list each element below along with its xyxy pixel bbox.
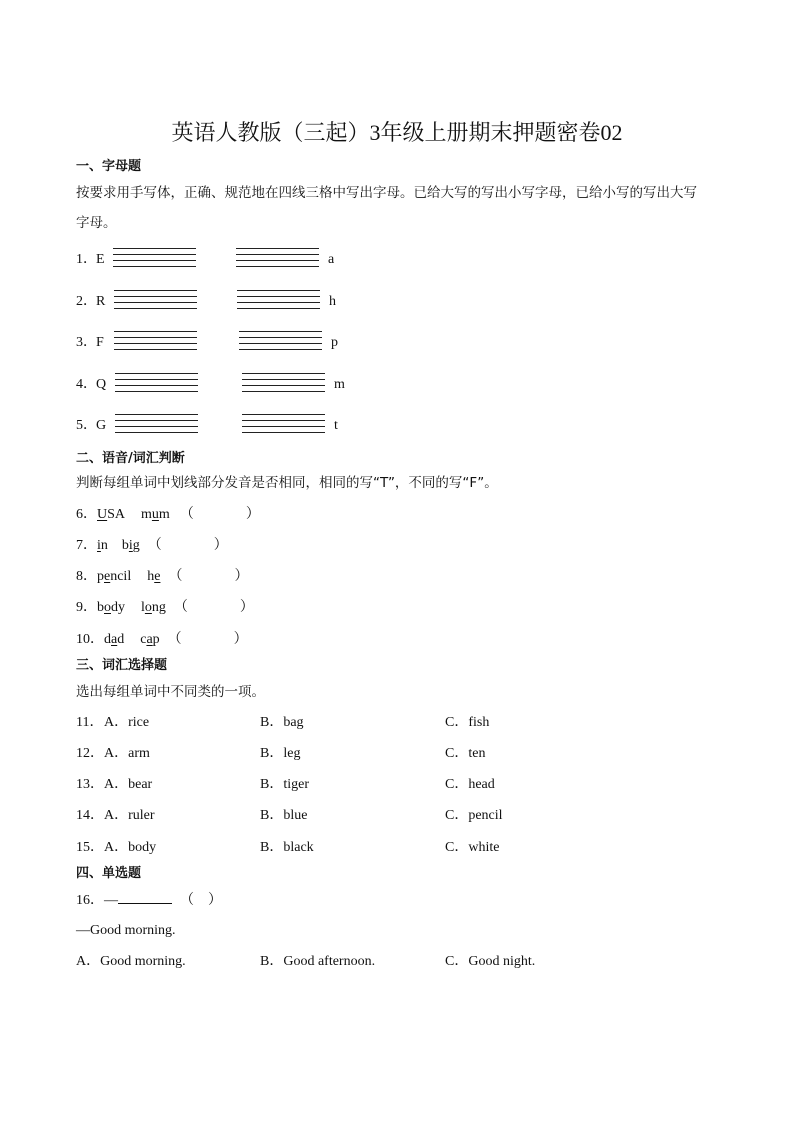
word-2 [141, 507, 170, 522]
phonics-question [76, 599, 254, 617]
section-heading-phonics: 二、语音/词汇判断 [76, 451, 185, 466]
option-a[interactable]: A．rice [104, 715, 150, 730]
question-number: 2． [76, 294, 97, 309]
word-1 [97, 600, 125, 615]
fill-blank[interactable] [118, 890, 172, 904]
word-2 [141, 600, 166, 615]
word-part: b [97, 600, 104, 615]
answer-paren-close: ） [234, 569, 249, 584]
phonics-question [76, 506, 260, 524]
underlined-part: a [111, 632, 118, 647]
word-1 [104, 632, 124, 647]
question-number: 14． [76, 808, 104, 823]
option-b[interactable]: B．tiger [260, 777, 309, 792]
answer-paren-close: ） [245, 507, 260, 522]
underlined-part: a [146, 632, 153, 647]
answer-paren-close: ） [233, 632, 248, 647]
word-part: d [104, 632, 111, 647]
phonics-question [76, 631, 248, 649]
question-number: 1． [76, 252, 97, 267]
answer-paren[interactable]: （ ） [180, 893, 222, 908]
section-instruction-phonics: 判断每组单词中划线部分发音是否相同，相同的写“T”，不同的写“F”。 [76, 475, 498, 491]
option-c[interactable]: C．fish [445, 715, 490, 730]
four-line-grid[interactable] [237, 290, 320, 310]
question-number: 11． [76, 715, 104, 730]
word-part: SA [107, 507, 126, 522]
option-c[interactable]: C．ten [445, 746, 486, 761]
answer-paren-open: （ [167, 632, 182, 647]
four-line-grid[interactable] [115, 414, 198, 434]
word-part: p [97, 569, 104, 584]
word-1 [97, 507, 125, 522]
answer-paren-close: ） [239, 600, 254, 615]
option-c[interactable]: C．head [445, 777, 495, 792]
word-2 [140, 632, 159, 647]
underlined-part: i [128, 538, 133, 553]
word-part: d [117, 632, 125, 647]
section-instruction-letters-cont: 字母。 [76, 215, 117, 231]
word-part: h [147, 569, 155, 584]
choice-question-stem [76, 890, 222, 910]
phonics-question [76, 537, 228, 555]
given-lowercase-letter: a [328, 252, 335, 267]
underlined-part: o [104, 600, 111, 615]
answer-paren-open: （ [147, 538, 162, 553]
section-instruction-vocabulary: 选出每组单词中不同类的一项。 [76, 684, 265, 700]
section-heading-single-choice: 四、单选题 [76, 866, 142, 881]
given-lowercase-letter: m [334, 377, 345, 392]
option-b[interactable]: B．black [260, 840, 314, 855]
answer-paren-open: （ [179, 507, 194, 522]
phonics-question [76, 568, 248, 586]
option-c[interactable]: C．pencil [445, 808, 503, 823]
word-part: g [132, 538, 140, 553]
option-b[interactable]: B．bag [260, 715, 304, 730]
option-a[interactable]: A．bear [104, 777, 153, 792]
given-uppercase-letter: F [96, 335, 104, 350]
four-line-grid[interactable] [113, 248, 196, 268]
option-b[interactable]: B．blue [260, 808, 308, 823]
underlined-part: i [97, 538, 101, 553]
answer-paren-open: （ [168, 569, 183, 584]
underlined-part: U [97, 507, 108, 522]
word-1 [97, 538, 108, 553]
underlined-part: e [154, 569, 161, 584]
four-line-grid[interactable] [236, 248, 319, 268]
underlined-part: u [151, 507, 159, 522]
given-lowercase-letter: p [331, 335, 338, 350]
question-number: 6． [76, 507, 97, 522]
question-number: 12． [76, 746, 104, 761]
option-b[interactable]: B．Good afternoon. [260, 954, 376, 969]
word-part: n [100, 538, 108, 553]
option-a[interactable]: A．ruler [104, 808, 155, 823]
given-uppercase-letter: E [96, 252, 105, 267]
option-a[interactable]: A．arm [104, 746, 150, 761]
word-part: c [140, 632, 147, 647]
word-part: m [141, 507, 152, 522]
word-part: p [152, 632, 160, 647]
given-uppercase-letter: Q [96, 377, 107, 392]
option-b[interactable]: B．leg [260, 746, 301, 761]
section-instruction-letters: 按要求用手写体，正确、规范地在四线三格中写出字母。已给大写的写出小写字母，已给小写的写出大写 [76, 185, 697, 201]
word-part: ng [151, 600, 166, 615]
section-heading-vocabulary: 三、词汇选择题 [76, 658, 168, 673]
page-title: 英语人教版（三起）3年级上册期末押题密卷02 [171, 120, 623, 145]
four-line-grid[interactable] [114, 331, 197, 351]
question-number: 7． [76, 538, 97, 553]
word-part: dy [111, 600, 125, 615]
question-number: 5． [76, 418, 97, 433]
question-number: 10． [76, 632, 104, 647]
underlined-part: o [144, 600, 152, 615]
word-2 [147, 569, 160, 584]
option-a[interactable]: A．body [104, 840, 157, 855]
word-part: l [141, 600, 145, 615]
four-line-grid[interactable] [115, 373, 198, 393]
question-number: 8． [76, 569, 97, 584]
given-lowercase-letter: t [334, 418, 338, 433]
question-number: 13． [76, 777, 104, 792]
word-1 [97, 569, 131, 584]
word-2 [122, 538, 140, 553]
answer-paren-open: （ [173, 600, 188, 615]
word-part: ncil [110, 569, 132, 584]
option-a[interactable]: A．Good morning. [76, 954, 186, 969]
given-lowercase-letter: h [329, 294, 336, 309]
word-part: b [121, 538, 129, 553]
option-c[interactable]: C．Good night. [445, 954, 536, 969]
given-uppercase-letter: G [96, 418, 107, 433]
question-number: 15． [76, 840, 104, 855]
dialogue-dash: — [104, 893, 118, 908]
question-number: 16． [76, 893, 104, 908]
word-part: m [158, 507, 170, 522]
given-uppercase-letter: R [96, 294, 106, 309]
question-number: 3． [76, 335, 97, 350]
question-number: 4． [76, 377, 97, 392]
four-line-grid[interactable] [114, 290, 197, 310]
four-line-grid[interactable] [242, 373, 325, 393]
dialogue-reply: —Good morning. [76, 923, 176, 938]
section-heading-letters: 一、字母题 [76, 159, 142, 174]
answer-paren-close: ） [213, 538, 228, 553]
option-c[interactable]: C．white [445, 840, 500, 855]
four-line-grid[interactable] [242, 414, 325, 434]
four-line-grid[interactable] [239, 331, 322, 351]
question-number: 9． [76, 600, 97, 615]
underlined-part: e [104, 569, 111, 584]
